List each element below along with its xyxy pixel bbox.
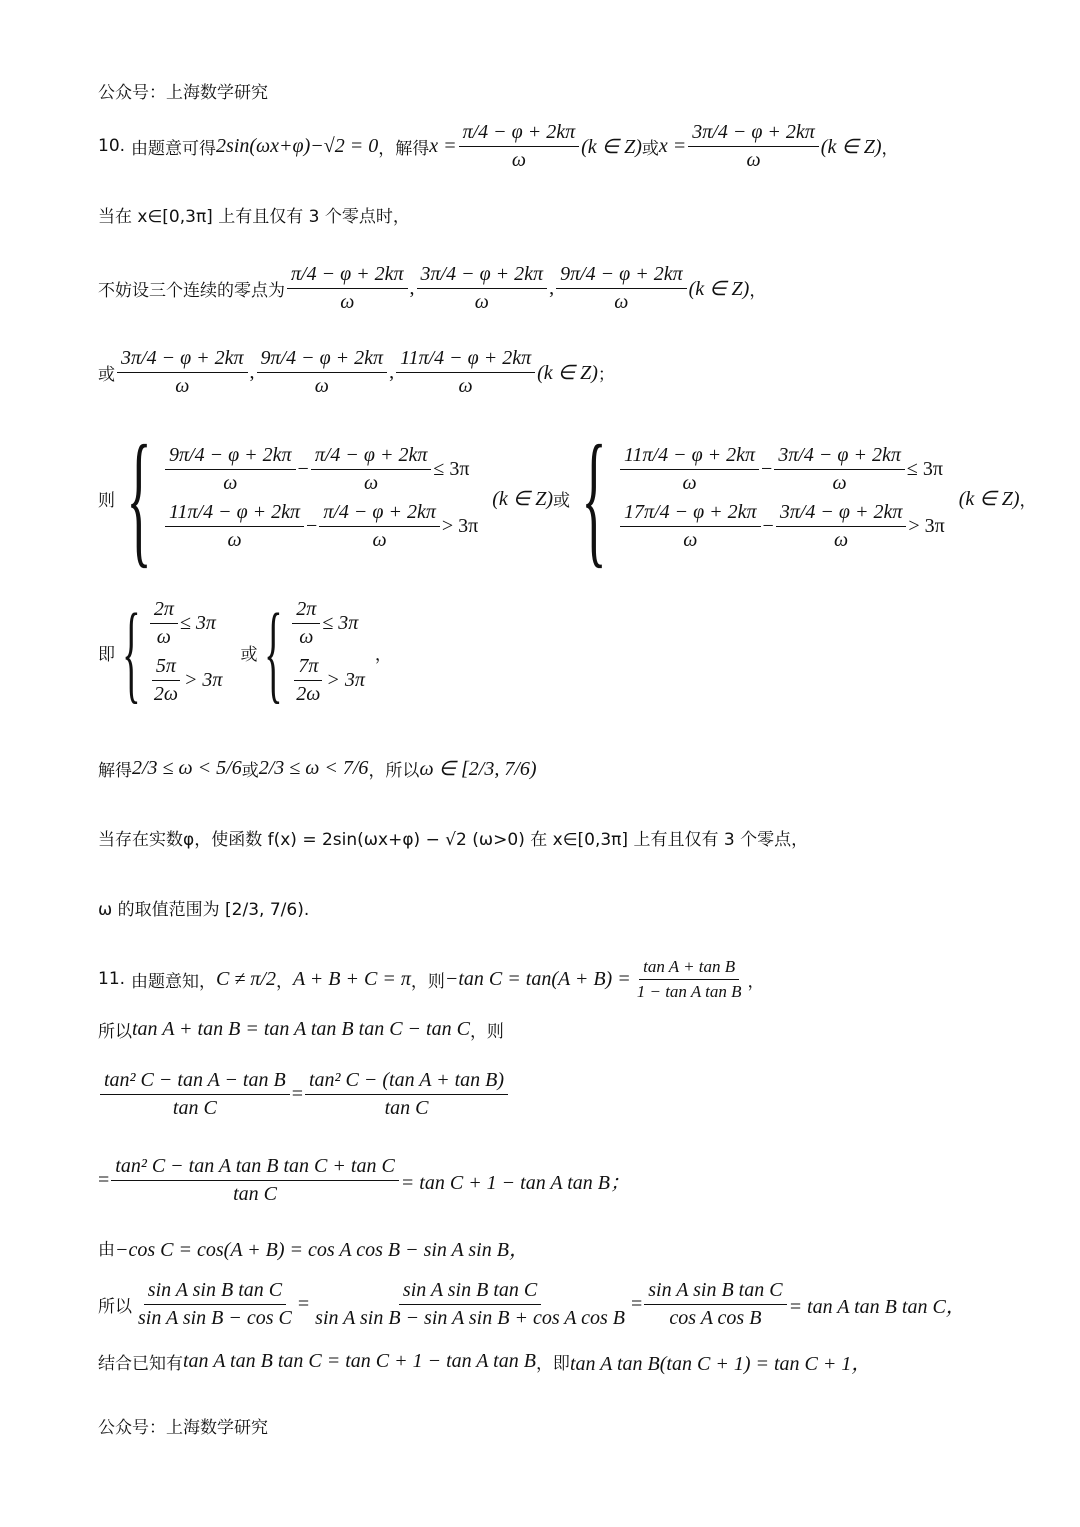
q10-kz-5: (k ∈ Z)	[492, 487, 553, 510]
q10-sys-a1-a-den: ω	[223, 472, 238, 494]
q10-ie: 即	[98, 644, 115, 665]
q10-zero-b2	[257, 347, 388, 398]
q10-ie-b1-rel: ≤ 3π	[322, 612, 359, 634]
q11-f3-num: tan² C − tan A tan B tan C + tan C	[111, 1155, 399, 1181]
q10-sys-b1-rel: ≤ 3π	[906, 458, 943, 480]
q11-c2: A + B + C = π	[292, 967, 411, 990]
q11-label: 11.	[98, 969, 126, 989]
q10-ie-a1-num: 2π	[150, 598, 178, 624]
q11-c3-frac	[633, 957, 746, 1002]
q10-solve-line	[98, 740, 537, 796]
q10-comma-7: ，	[374, 644, 392, 665]
q11-line5-lead: 由	[98, 1239, 115, 1260]
q10-sys-b2-b: 3π/4 − φ + 2kπ	[776, 501, 907, 527]
q10-sys-b-row-2: $\frac{17\pi/4 - \varphi + 2k\pi}{\omega}$ − $\frac{3\pi/4 - \varphi + 2k\pi}{\omega}$ > 3π	[618, 501, 945, 552]
q10-system-line	[98, 414, 1037, 581]
left-brace-icon: {	[581, 414, 607, 581]
q11-g2-den: sin A sin B − sin A sin B + cos A cos B	[315, 1306, 625, 1329]
q10-comma-6: ，	[1019, 490, 1037, 511]
q11-line-5	[98, 1232, 529, 1262]
q10-sys-b1-b-den: ω	[832, 472, 847, 494]
q10-zero-b1	[117, 347, 248, 398]
q11-intro: 由题意知，	[131, 971, 217, 992]
q11-c3-den: 1 − tan A tan B	[636, 981, 742, 1001]
q10-or-1: 或	[641, 138, 659, 159]
q10-sys-a1-b-den: ω	[364, 472, 379, 494]
q10-sys-a2-a-den: ω	[227, 529, 242, 551]
q10-zero-b1-den: ω	[175, 374, 190, 397]
q11-c3: −tan C = tan(A + B) =	[444, 967, 631, 990]
q10-root-2-num: 3π/4 − φ + 2kπ	[688, 121, 819, 147]
q10-x-eq: x =	[429, 134, 457, 157]
q11-g1-num: sin A sin B tan C	[144, 1279, 286, 1305]
q11-line7: tan A tan B tan C = tan C + 1 − tan A tan B	[183, 1349, 536, 1372]
q10-root-1-num: π/4 − φ + 2kπ	[459, 121, 580, 147]
left-brace-icon: {	[122, 590, 141, 713]
q10-zero-a3-den: ω	[614, 290, 629, 313]
q10-root-1-den: ω	[511, 148, 526, 171]
q10-zero-b3	[396, 347, 535, 398]
q10-ie-b1-num: 2π	[292, 598, 320, 624]
left-brace-icon: {	[126, 414, 152, 581]
q10-conclusion-2	[98, 884, 309, 930]
q10-or-3: 或	[553, 490, 570, 511]
q11-f2-num: tan² C − (tan A + tan B)	[305, 1069, 508, 1095]
q10-root-2	[688, 121, 819, 172]
q11-line-4: = $\frac{\text{tan² C − tan A tan B tan C + tan C}}{\text{tan C}}$ = tan C + 1 − tan A tan B；	[98, 1154, 631, 1205]
q10-solve2-ans: ω ∈ [2/3, 7/6)	[419, 757, 537, 780]
q10-sys-a2-rel: > 3π	[441, 515, 479, 537]
q10-zero-b2-den: ω	[314, 374, 329, 397]
q11-line7-lead: 结合已知有	[98, 1353, 183, 1374]
q11-f3-rhs: = tan C + 1 − tan A tan B；	[400, 1171, 631, 1194]
q10-sys-a2-b-den: ω	[372, 529, 387, 551]
q11-f3	[111, 1155, 399, 1206]
q10-sys-b2-b-den: ω	[834, 529, 849, 551]
q10-sys-b-row-1: $\frac{11\pi/4 - \varphi + 2k\pi}{\omega}$ − $\frac{3\pi/4 - \varphi + 2k\pi}{\omega}$ ≤ 3π	[618, 444, 945, 495]
q11-g-rhs: = tan A tan B tan C，	[788, 1295, 966, 1318]
q11-line2: tan A + tan B = tan A tan B tan C − tan C	[132, 1017, 470, 1040]
q10-or-5: 或	[241, 760, 259, 781]
q10-sys-b2-a-den: ω	[683, 529, 698, 551]
q10-eq1: 2sin(ωx+φ)−√2 = 0	[216, 134, 379, 157]
q11-f1-num: tan² C − tan A − tan B	[100, 1069, 290, 1095]
q10-concl1: 当存在实数φ，使函数 f(x) = 2sin(ωx+φ) − √2 (ω>0) 在 x∈[0,3π] 上有且仅有 3 个零点，	[98, 829, 809, 850]
q11-line-1: 11. 由题意知， C ≠ π/2 ， A + B + C = π ，则 −tan C = tan(A + B) = $\frac{\text{tan A + tan B}}{\text{1 − tan A tan B}}$ ，	[98, 956, 765, 1001]
q11-line6-lead: 所以	[98, 1296, 132, 1317]
q11-line7-mid: ，即	[535, 1353, 570, 1374]
q10-label: 10.	[98, 136, 126, 156]
q10-ie-b2-rel: > 3π	[326, 669, 365, 691]
q11-line-6: 所以 $\frac{\text{sin A sin B tan C}}{\text{sin A sin B − cos C}}$ = $\frac{\text{sin A sin B tan C}}{\text{sin A sin B − sin A sin B + cos A cos B}}$ = $\frac{\text{sin A sin B tan C}}{\text{cos A cos B}}$ = tan A tan B tan C，	[98, 1278, 966, 1329]
left-brace-icon: {	[264, 590, 284, 713]
q11-g3-den: cos A cos B	[669, 1306, 762, 1329]
q10-ie-system-a	[148, 598, 223, 706]
q11-g3-num: sin A sin B tan C	[644, 1279, 786, 1305]
q11-line5: −cos C = cos(A + B) = cos A cos B − sin A sin B，	[115, 1238, 529, 1261]
q10-line-2: 当在 x∈[0,3π] 上有且仅有 3 个零点时，	[98, 206, 410, 227]
q10-ie-b1-den: ω	[299, 626, 314, 648]
q10-zero-a1-num: π/4 − φ + 2kπ	[287, 263, 408, 289]
q10-zero-a2	[417, 263, 548, 314]
q10-sys-a1-rel: ≤ 3π	[433, 458, 470, 480]
q11-line-7	[98, 1346, 871, 1376]
q10-line-1	[98, 108, 899, 184]
q10-conclusion-1	[98, 822, 808, 852]
q10-solve2-lead: 解得	[98, 760, 132, 781]
q10-sys-a2-b: π/4 − φ + 2kπ	[319, 501, 440, 527]
q10-sys-b1-a: 11π/4 − φ + 2kπ	[620, 444, 759, 470]
q10-system-a	[163, 444, 478, 552]
q10-ie-a1-rel: ≤ 3π	[179, 612, 216, 634]
q11-g2	[311, 1279, 629, 1330]
q10-root-1	[459, 121, 580, 172]
q11-line-3: $\frac{\text{tan² C − tan A − tan B}}{\text{tan C}}$ = $\frac{\text{tan² C − (tan A + tan B)}}{\text{tan C}}$	[98, 1062, 510, 1126]
q10-ie-b2-num: 7π	[294, 655, 322, 681]
q10-kz-6: (k ∈ Z)	[958, 487, 1020, 510]
q10-zero-a3	[556, 263, 687, 314]
q10-sys-a-row-2: $\frac{11\pi/4 - \varphi + 2k\pi}{\omega}$ − $\frac{\pi/4 - \varphi + 2k\pi}{\omega}$ > 3π	[163, 501, 478, 552]
q10-ie-a1-den: ω	[156, 626, 171, 648]
q10-or-2: 或	[98, 364, 115, 385]
q11-f1	[100, 1069, 290, 1120]
q10-root-2-den: ω	[746, 148, 761, 171]
q10-zero-a2-num: 3π/4 − φ + 2kπ	[417, 263, 548, 289]
q10-sys-a1-b: π/4 − φ + 2kπ	[311, 444, 432, 470]
q10-solve: ，解得	[378, 138, 430, 159]
q10-zero-b1-num: 3π/4 − φ + 2kπ	[117, 347, 248, 373]
q10-x-eq-2: x =	[658, 134, 687, 157]
q10-line-3: 不妨设三个连续的零点为 $\frac{\pi/4 - \varphi + 2k\pi}{\omega}$ , $\frac{3\pi/4 - \varphi + 2k\pi}{\omega}$ , $\frac{9\pi/4 - \varphi + 2k\pi}{\omega}$ (k ∈ Z) ，	[98, 262, 767, 313]
q10-sys-a1-a: 9π/4 − φ + 2kπ	[165, 444, 296, 470]
q10-sys-b2-rel: > 3π	[908, 515, 945, 537]
q10-kz-1: (k ∈ Z)	[581, 135, 642, 158]
q10-sys-a2-a: 11π/4 − φ + 2kπ	[165, 501, 304, 527]
q10-concl2: ω 的取值范围为 [2/3, 7/6).	[98, 899, 310, 920]
q11-g3	[644, 1279, 786, 1330]
q10-kz-2: (k ∈ Z)	[820, 135, 882, 158]
q10-kz-4: (k ∈ Z)	[537, 361, 598, 384]
q10-solve2-mid: ，所以	[368, 760, 420, 781]
q10-intro: 由题意可得	[131, 138, 217, 159]
q10-solve2-r1: 2/3 ≤ ω < 5/6	[132, 756, 242, 779]
q11-g1	[134, 1279, 296, 1330]
q10-semicolon: ；	[597, 364, 615, 385]
q10-ie-a2-den: 2ω	[153, 683, 178, 705]
q10-sys-b1-a-den: ω	[682, 472, 697, 494]
q10-system-b	[618, 444, 945, 552]
q10-kz-3: (k ∈ Z)	[688, 277, 750, 300]
q10-then: 则	[98, 490, 115, 511]
q11-f2-den: tan C	[384, 1096, 429, 1119]
q10-sys-b2-a: 17π/4 − φ + 2kπ	[620, 501, 761, 527]
q10-zero-a3-num: 9π/4 − φ + 2kπ	[556, 263, 687, 289]
q11-line2-lead: 所以	[98, 1021, 132, 1042]
q11-line2-end: ，则	[469, 1021, 504, 1042]
q11-line7-b: tan A tan B(tan C + 1) = tan C + 1，	[569, 1352, 872, 1375]
q10-zero-a1	[287, 263, 408, 314]
q11-c3-num: tan A + tan B	[639, 957, 739, 980]
q10-comma-1: ，	[881, 138, 899, 159]
q10-ie-b2-den: 2ω	[296, 683, 321, 705]
q10-zero-b2-num: 9π/4 − φ + 2kπ	[257, 347, 388, 373]
q11-f3-den: tan C	[233, 1182, 277, 1205]
q11-f1-den: tan C	[172, 1096, 217, 1119]
q10-ie-a2-num: 5π	[152, 655, 180, 681]
q11-c1: C ≠ π/2	[216, 967, 276, 990]
q11-line-2	[98, 1014, 504, 1044]
q10-solve2-r2: 2/3 ≤ ω < 7/6	[258, 756, 369, 779]
q11-c3-lead: ，则	[410, 971, 445, 992]
q10-or-4: 或	[240, 644, 258, 665]
q10-ie-line	[98, 590, 392, 713]
q10-sys-b1-b: 3π/4 − φ + 2kπ	[774, 444, 905, 470]
q11-g2-num: sin A sin B tan C	[399, 1279, 541, 1305]
q10-line-4: 或 $\frac{3\pi/4 - \varphi + 2k\pi}{\omega}$ , $\frac{9\pi/4 - \varphi + 2k\pi}{\omega}$ , $\frac{11\pi/4 - \varphi + 2k\pi}{\omega}$ (k ∈ Z) ；	[98, 346, 615, 397]
page-header: 公众号：上海数学研究	[98, 83, 268, 103]
q10-ie-system-b	[290, 598, 365, 706]
q11-g1-den: sin A sin B − cos C	[138, 1306, 292, 1329]
q11-f2	[305, 1069, 508, 1120]
q10-zero-b3-num: 11π/4 − φ + 2kπ	[396, 347, 535, 373]
q10-line3-lead: 不妨设三个连续的零点为	[98, 280, 285, 301]
q10-zero-a1-den: ω	[340, 290, 355, 313]
q10-comma-3: ，	[749, 280, 767, 301]
q10-ie-a2-rel: > 3π	[183, 669, 223, 691]
page-footer: 公众号：上海数学研究	[98, 1418, 268, 1438]
q10-zero-a2-den: ω	[474, 290, 489, 313]
q10-zero-b3-den: ω	[458, 374, 473, 397]
q10-sys-a-row-1: $\frac{9\pi/4 - \varphi + 2k\pi}{\omega}$ − $\frac{\pi/4 - \varphi + 2k\pi}{\omega}$ ≤ 3π	[163, 444, 478, 495]
